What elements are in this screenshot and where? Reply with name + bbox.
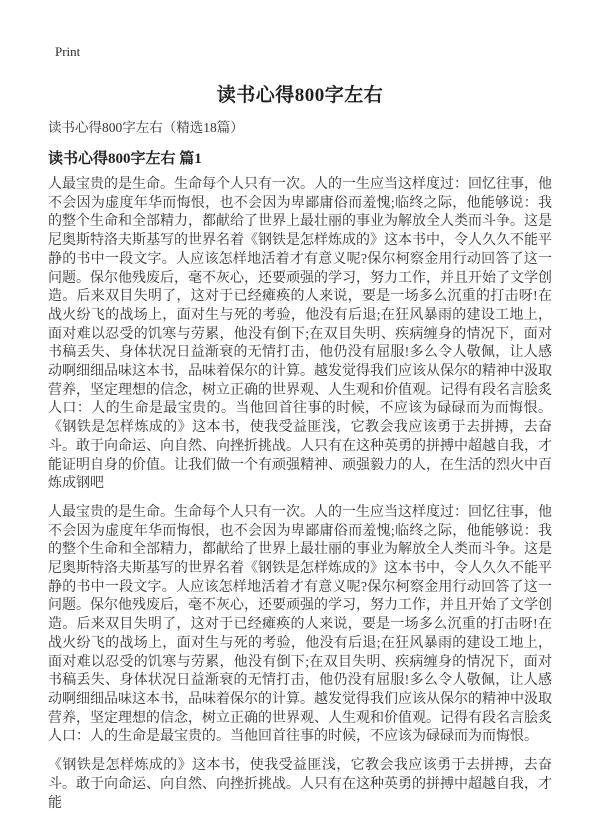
paragraph: 人最宝贵的是生命。生命每个人只有一次。人的一生应当这样度过：回忆往事，他不会因为虚度年华而悔恨，也不会因为卑鄙庸俗而羞愧;临终之际，他能够说：我的整个生命和全部精力，都献给了世界上最壮丽的事业为解放全人类而斗争。这是尼奥斯特洛夫斯基写的世界名着《钢铁是怎样炼成的》这本书中，令人久久不能平静的书中一段文字。人应该怎样地活着才有意义呢?保尔柯察金用行动回答了这一问题。保尔他残废后，毫不灰心，还要顽强的学习，努力工作，并且开始了文学创造。后来双目失明了，这对于已经瘫痪的人来说，要是一场多么沉重的打击呀!在战火纷飞的战场上，面对生与死的考验，他没有后退;在狂风暴雨的建设工地上，面对难以忍受的饥寒与劳累，他没有倒下;在双目失明、疾病缠身的情况下，面对书稿丢失、身体状况日益渐衰的无情打击，他仍没有屈服!多么令人敬佩，让人感动啊细细品味这本书，品味着保尔的计算。越发觉得我们应该从保尔的精神中汲取营养，坚定理想的信念，树立正确的世界观、人生观和价值观。记得有段名言脍炙人口：人的生命是最宝贵的。当他回首往事的时候，不应该为碌碌而为而悔恨。《钢铁是怎样炼成的》这本书，使我受益匪浅，它教会我应该勇于去拼搏，去奋斗。敢于向命运、向自然、向挫折挑战。人只有在这种英勇的拼搏中超越自我，才能证明自身的价值。让我们做一个有顽强精神、顽强毅力的人，在生活的烈火中百炼成钢吧 — [48, 177, 552, 492]
paragraph: 人最宝贵的是生命。生命每个人只有一次。人的一生应当这样度过：回忆往事，他不会因为虚度年华而悔恨，也不会因为卑鄙庸俗而羞愧;临终之际，他能够说：我的整个生命和全部精力，都献给了世界上最壮丽的事业为解放全人类而斗争。这是尼奥斯特洛夫斯基写的世界名着《钢铁是怎样炼成的》这本书中，令人久久不能平静的书中一段文字。人应该怎样地活着才有意义呢?保尔柯察金用行动回答了这一问题。保尔他残废后，毫不灰心，还要顽强的学习，努力工作，并且开始了文学创造。后来双目失明了，这对于已经瘫痪的人来说，要是一场多么沉重的打击呀!在战火纷飞的战场上，面对生与死的考验，他没有后退;在狂风暴雨的建设工地上，面对难以忍受的饥寒与劳累，他没有倒下;在双目失明、疾病缠身的情况下，面对书稿丢失、身体状况日益渐衰的无情打击，他仍没有屈服!多么令人敬佩，让人感动啊细细品味这本书，品味着保尔的计算。越发觉得我们应该从保尔的精神中汲取营养，坚定理想的信念，树立正确的世界观、人生观和价值观。记得有段名言脍炙人口：人的生命是最宝贵的。当他回首往事的时候，不应该为碌碌而为而悔恨。 — [48, 504, 552, 745]
paragraph: 《钢铁是怎样炼成的》这本书，使我受益匪浅，它教会我应该勇于去拼搏，去奋斗。敢于向命运、向自然、向挫折挑战。人只有在这种英勇的拼搏中超越自我，才能 — [48, 758, 552, 811]
article-body — [48, 176, 552, 823]
doc-subtitle: 读书心得800字左右（精选18篇） — [48, 120, 244, 135]
print-button[interactable]: Print — [55, 44, 81, 59]
section-heading-part1: 读书心得800字左右 篇1 — [48, 151, 202, 167]
page-title: 读书心得800字左右 — [216, 85, 384, 106]
